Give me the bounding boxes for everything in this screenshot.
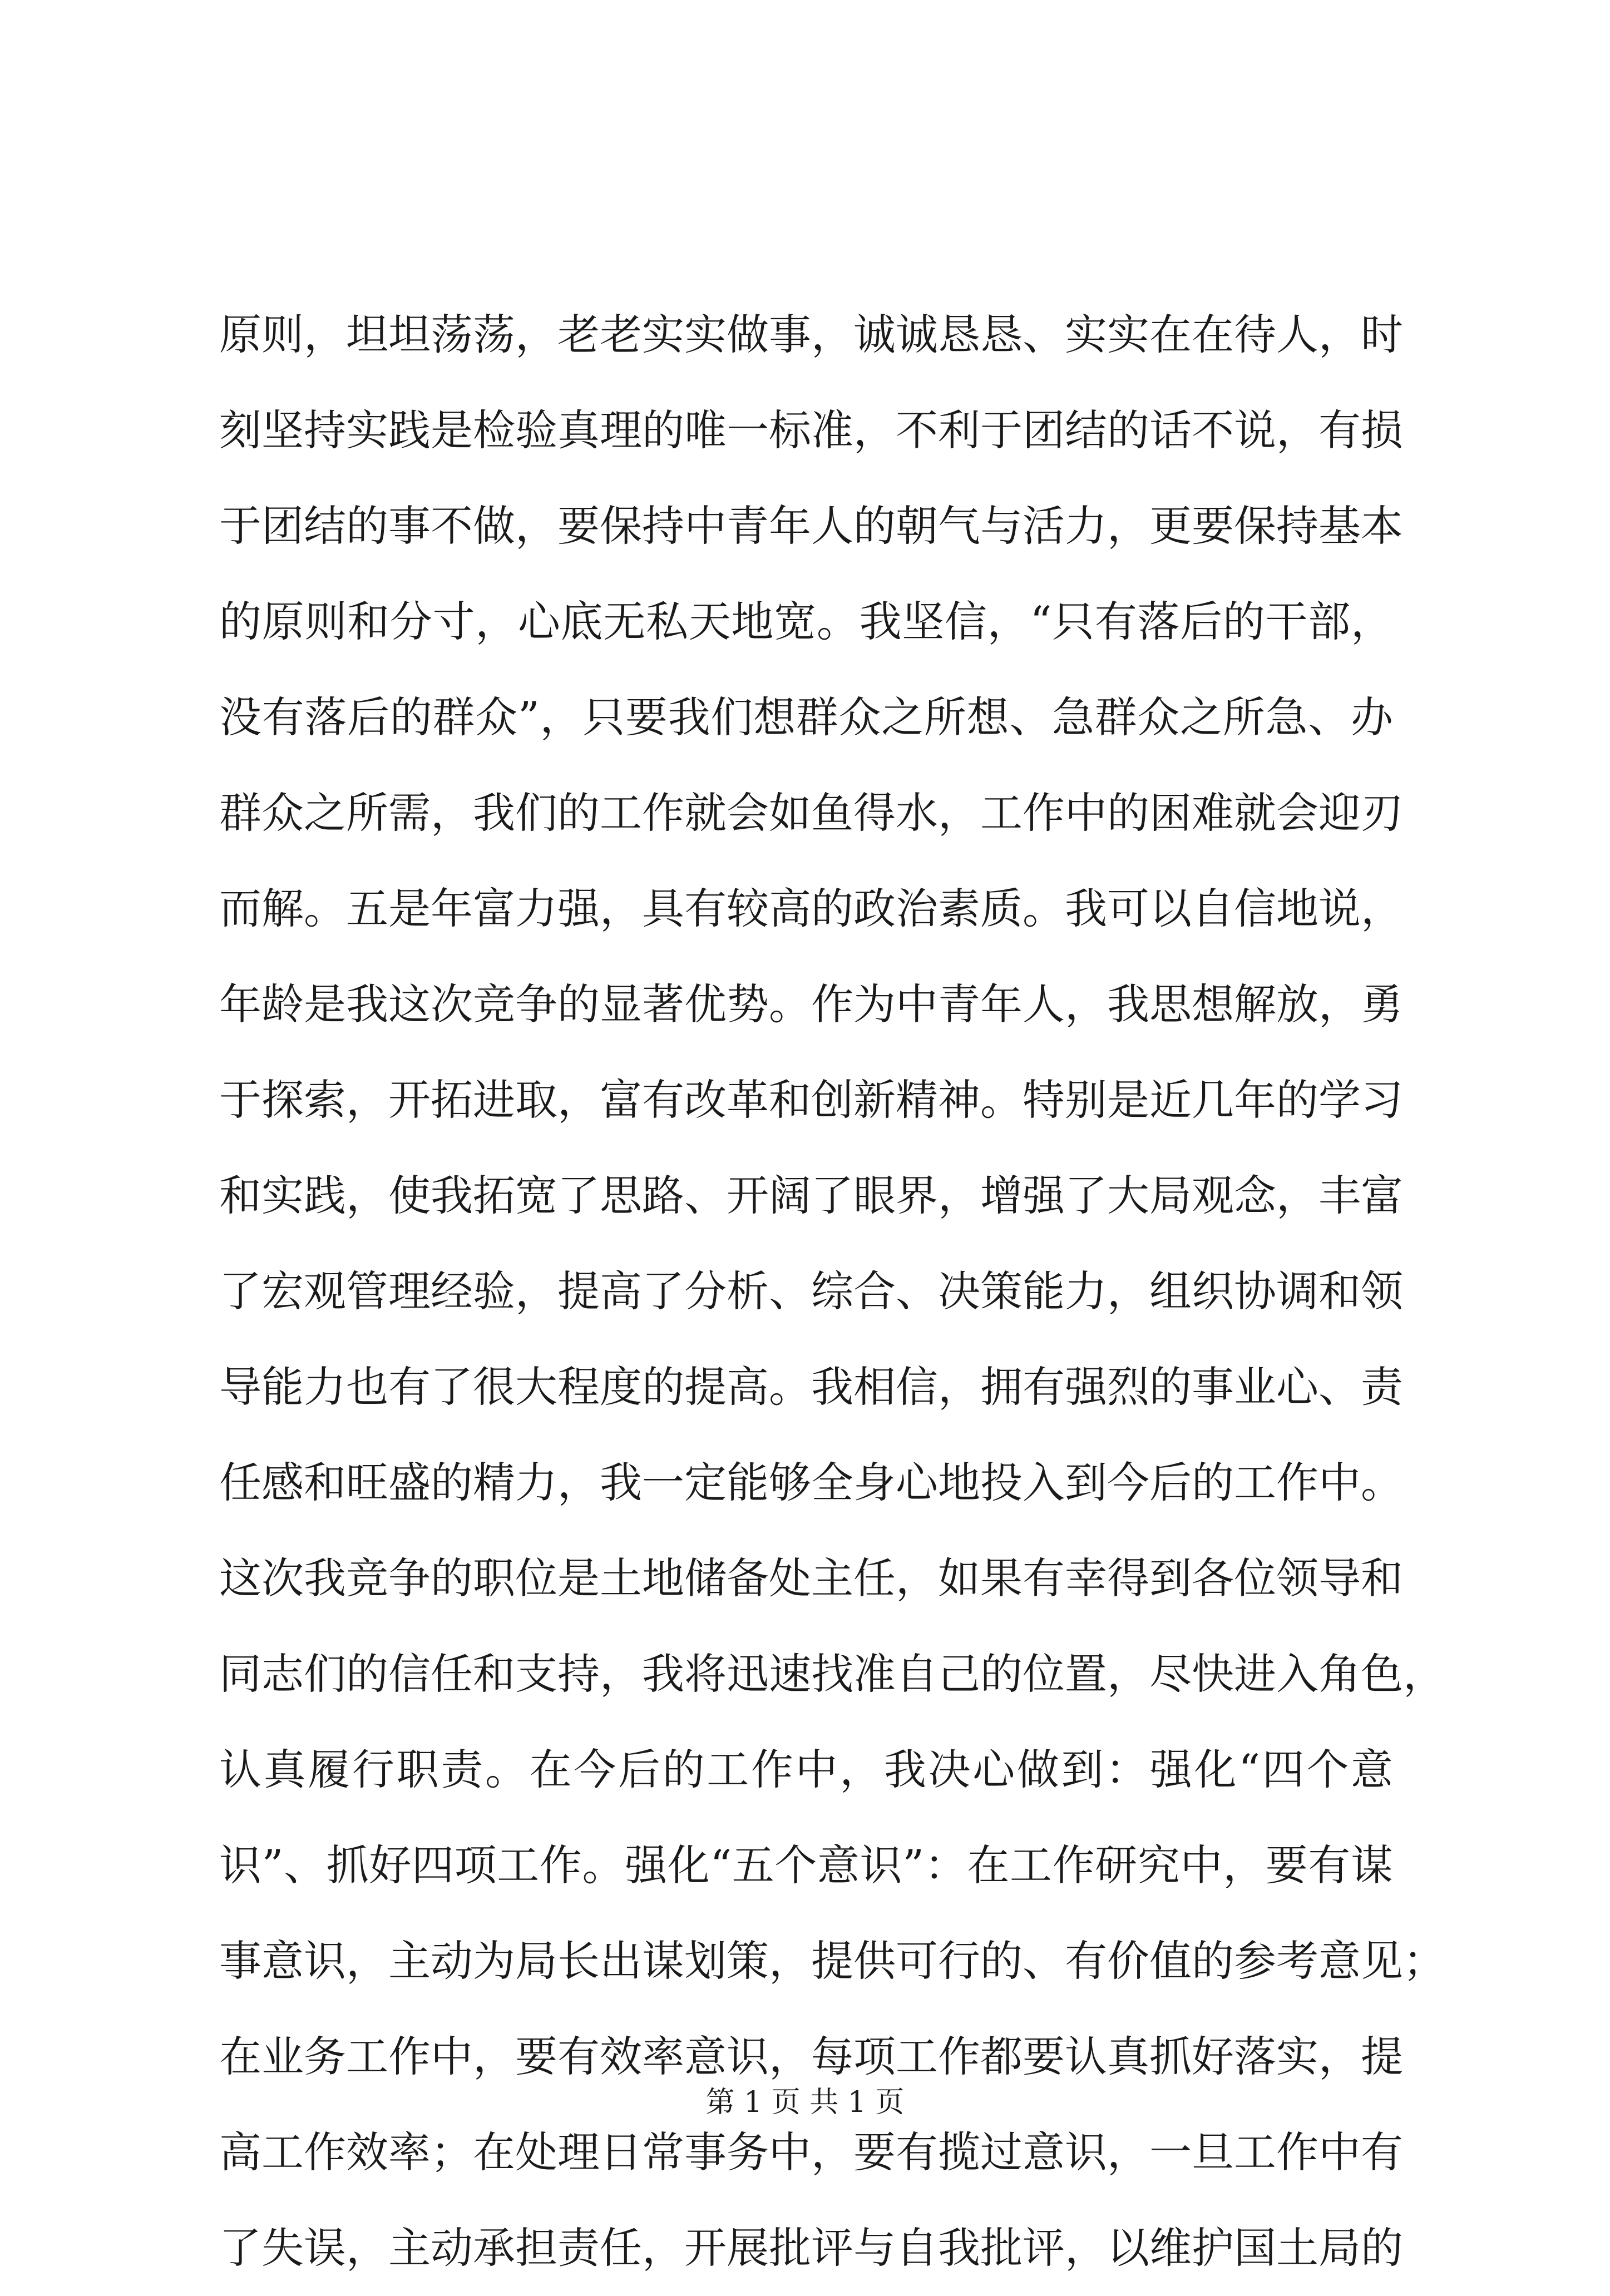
text-line: 认真履行职责。在今后的工作中，我决心做到：强化“四个意 (219, 1745, 1393, 1794)
text-line: 事意识，主动为局长出谋划策，提供可行的、有价值的参考意见； (219, 1936, 1445, 1986)
text-line: 年龄是我这次竞争的显著优势。作为中青年人，我思想解放，勇 (219, 979, 1403, 1029)
text-line: 原则，坦坦荡荡，老老实实做事，诚诚恳恳、实实在在待人，时 (219, 310, 1403, 359)
text-line: 的原则和分寸，心底无私天地宽。我坚信，“只有落后的干部， (219, 597, 1393, 646)
text-line: 在业务工作中，要有效率意识，每项工作都要认真抓好落实，提 (219, 2032, 1403, 2081)
text-line: 和实践，使我拓宽了思路、开阔了眼界，增强了大局观念，丰富 (219, 1171, 1403, 1220)
text-line: 于团结的事不做，要保持中青年人的朝气与活力，更要保持基本 (219, 501, 1403, 551)
page-footer (0, 2080, 1610, 2125)
text-line: 没有落后的群众”，只要我们想群众之所想、急群众之所急、办 (219, 692, 1393, 742)
text-line: 同志们的信任和支持，我将迅速找准自己的位置，尽快进入角色， (219, 1649, 1445, 1699)
text-line: 而解。五是年富力强，具有较高的政治素质。我可以自信地说， (219, 884, 1403, 933)
text-line: 了宏观管理经验，提高了分析、综合、决策能力，组织协调和领 (219, 1266, 1403, 1316)
text-line: 高工作效率；在处理日常事务中，要有揽过意识，一旦工作中有 (219, 2127, 1403, 2177)
text-line: 这次我竞争的职位是土地储备处主任，如果有幸得到各位领导和 (219, 1553, 1403, 1603)
text-line: 了失误，主动承担责任，开展批评与自我批评，以维护国土局的 (219, 2223, 1403, 2273)
text-line: 任感和旺盛的精力，我一定能够全身心地投入到今后的工作中。 (219, 1458, 1403, 1507)
text-line: 刻坚持实践是检验真理的唯一标准，不利于团结的话不说，有损 (219, 405, 1403, 455)
text-line: 群众之所需，我们的工作就会如鱼得水，工作中的困难就会迎刃 (219, 788, 1403, 838)
body-text (219, 287, 1445, 2296)
page-indicator: 第 1 页 共 1 页 (705, 2086, 905, 2119)
text-line: 导能力也有了很大程度的提高。我相信，拥有强烈的事业心、责 (219, 1362, 1403, 1412)
text-line: 识”、抓好四项工作。强化“五个意识”：在工作研究中，要有谋 (219, 1840, 1393, 1890)
text-line: 于探索，开拓进取，富有改革和创新精神。特别是近几年的学习 (219, 1075, 1403, 1125)
